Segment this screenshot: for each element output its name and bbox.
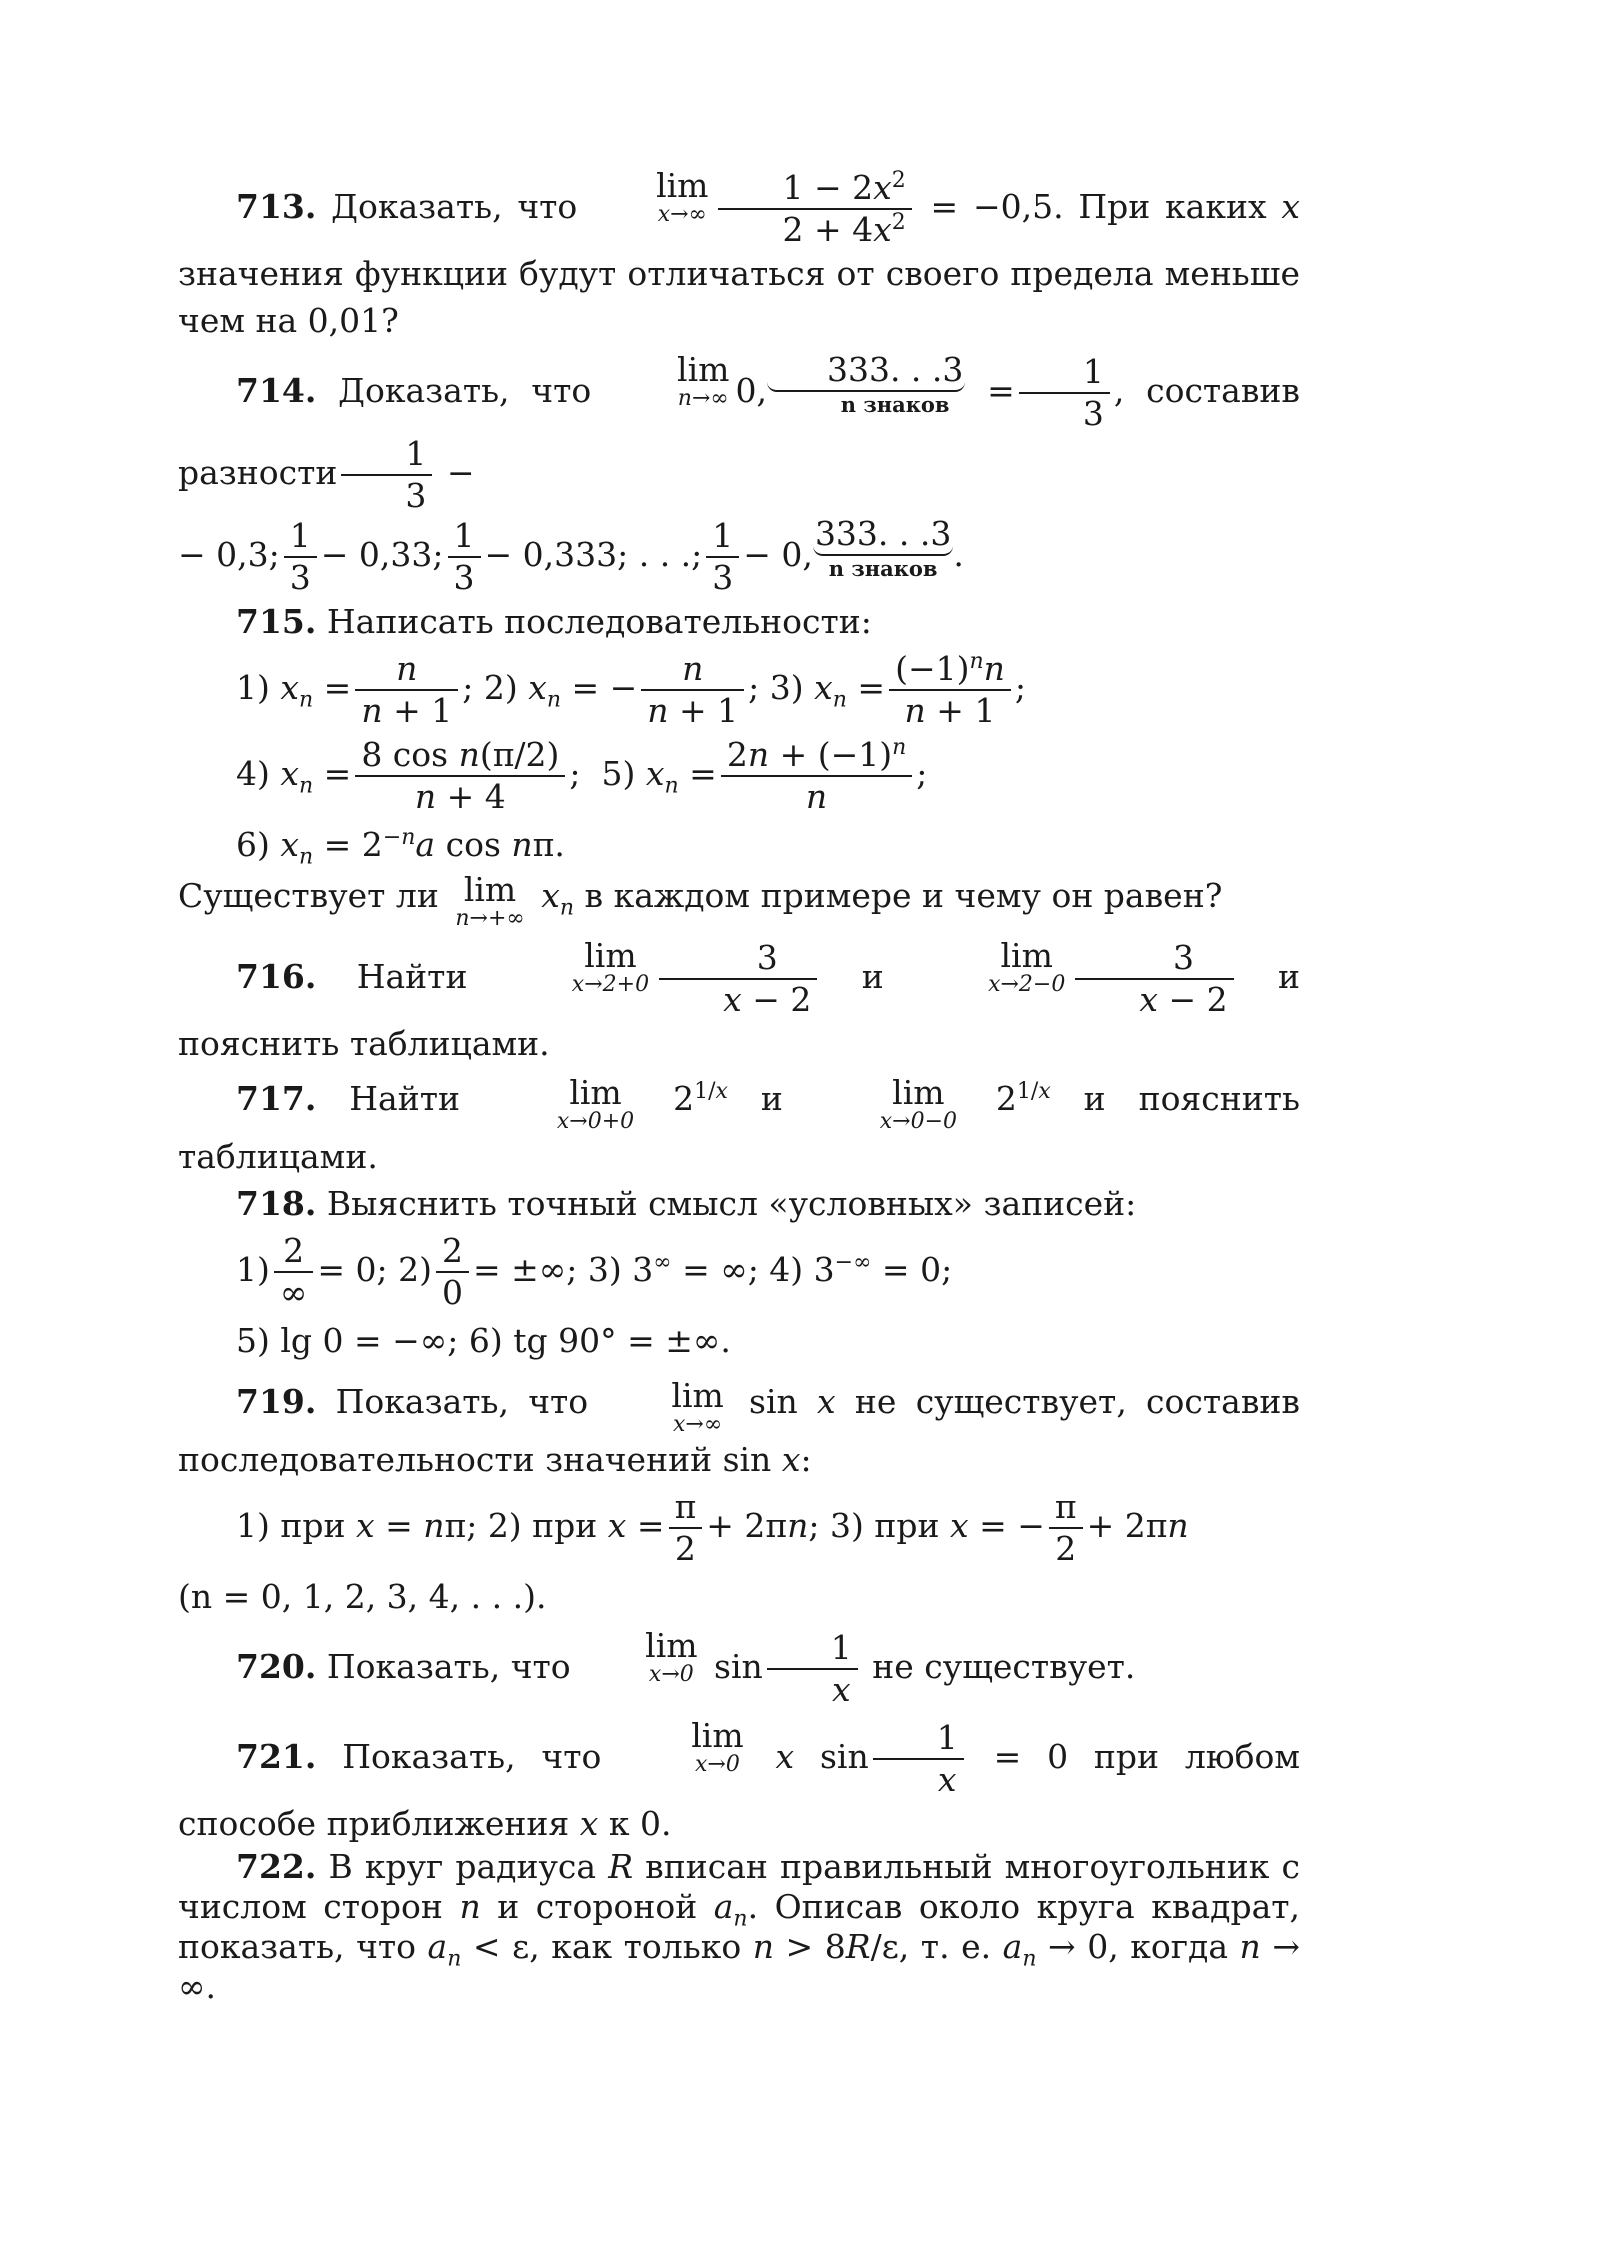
limit: lim n→+∞ <box>455 870 525 931</box>
problem-number: 713. <box>236 187 317 226</box>
limit: lim x→∞ <box>671 1376 724 1437</box>
sequence-cases: 1) при x = nπ; 2) при x = $\frac{\pi}{2}$ + 2πn; 3) при x = − $\frac{\pi}{2}$ + 2πn <box>236 1487 1189 1568</box>
limit: lim x→0 <box>691 1716 744 1777</box>
limit: lim x→∞ <box>656 166 709 227</box>
problem-721: 721. Показать, что lim x→0 x sin $\frac{1}{x}$ = 0 при любом способе приближения x к 0. <box>178 1716 1300 1843</box>
fraction: $\frac{1 - 2x^2}{2 + 4x^2}$ <box>718 168 911 250</box>
notation-line-1: 1) $\frac{2}{\infty}$ = 0; 2) $\frac{2}{0}$ = ±∞; 3) 3∞ = ∞; 4) 3−∞ = 0; <box>236 1231 953 1312</box>
fraction: $\frac{1}{3}$ <box>1019 352 1110 434</box>
problem-text: Написать последовательности: <box>326 602 872 641</box>
problem-716: 716. Найти lim x→2+0 $\frac{3}{x - 2}$ и lim x→2−0 $\frac{3}{x - 2}$ и пояснить таблицами. <box>178 936 1300 1063</box>
fraction: $\frac{1}{3}$ <box>341 434 432 516</box>
problem-number: 722. <box>236 1847 317 1886</box>
limit: lim n→∞ <box>677 350 730 411</box>
problem-715 <box>178 598 1300 645</box>
notation-line-2: 5) lg 0 = −∞; 6) tg 90° = ±∞. <box>236 1321 731 1360</box>
problem-number: 718. <box>236 1184 317 1223</box>
problem-number: 714. <box>236 371 317 410</box>
sequence-line-2: 4) $x_n$ = $\frac{\text{8 cos n(π/2)}}{n + 4}$ ; 5) $x_n$ = $\frac{2n + (-1)^n}{n}$ ; <box>236 735 928 816</box>
limit: lim x→0−0 <box>879 1073 958 1134</box>
problem-number: 720. <box>236 1647 317 1686</box>
problem-713 <box>178 168 1300 344</box>
problem-714: 714. Доказать, что lim n→∞ 0, 333. . .3 n знаков = $\frac{1}{3}$ , составив разности $\frac{1}{3}$ − <box>178 350 1301 515</box>
problem-number: 716. <box>236 957 317 996</box>
problem-text: значения функции будут отличаться от своего предела меньше чем на 0,01? <box>178 254 1300 340</box>
problem-715-question: Существует ли lim n→+∞ $x_n$ в каждом примере и чему он равен? <box>178 870 1223 931</box>
limit: lim x→2+0 <box>571 936 650 997</box>
problem-text: Доказать, что <box>338 371 592 410</box>
problem-720: 720. Показать, что lim x→0 sin $\frac{1}{x}$ не существует. <box>236 1626 1136 1709</box>
underbrace: 333. . .3 n знаков <box>814 514 952 581</box>
problem-719-range: (n = 0, 1, 2, 3, 4, . . .). <box>178 1577 547 1616</box>
sequence-line-1: 1) $x_n$ = $\frac{n}{n + 1}$ ; 2) $x_n$ = − $\frac{n}{n + 1}$ ; 3) $x_n$ = $\frac{(-1)^nn}{n + 1}$ ; <box>236 649 1027 730</box>
fraction: $\frac{1}{3}$ <box>706 516 739 598</box>
underbrace: 333. . .3 n знаков <box>767 352 965 418</box>
limit: lim x→2−0 <box>988 936 1066 997</box>
problem-717: 717. Найти lim x→0+0 $2^{1/x}$ и lim x→0−0 $2^{1/x}$ и пояснить таблицами. <box>178 1073 1300 1176</box>
problem-text: = −0,5. При каких <box>930 187 1267 226</box>
problem-714-cont: − 0,3; $\frac{1}{3}$ − 0,33; $\frac{1}{3}$ − 0,333; . . .; $\frac{1}{3}$ − 0, 333. . .3 n знаков . <box>178 514 964 597</box>
problem-number: 715. <box>236 602 317 641</box>
problem-719: 719. Показать, что lim x→∞ sin x не существует, составив последовательности значений sin x: <box>178 1376 1300 1479</box>
problem-text: , составив разности <box>178 371 1301 492</box>
sequence-line-3: 6) $x_n = 2^{-n}a$ cos nπ. <box>236 825 565 870</box>
problem-number: 721. <box>236 1737 317 1776</box>
limit: lim x→0 <box>645 1626 698 1687</box>
fraction: $\frac{1}{3}$ <box>448 516 481 598</box>
problem-718: 718. Выяснить точный смысл «условных» записей: <box>236 1184 1137 1223</box>
problem-number: 719. <box>236 1382 317 1421</box>
variable: x <box>1281 187 1301 226</box>
problem-text: − 0,3; <box>178 535 280 574</box>
problem-text: Доказать, что <box>331 187 578 226</box>
page <box>178 168 1300 2015</box>
fraction: $\frac{1}{3}$ <box>284 516 317 598</box>
problem-722: 722. В круг радиуса R вписан правильный многоугольник с числом сторон n и стороной $a_n$. Описав около круга квадрат, показать, что $a_n < \varepsilon$, как только n > 8R/ε, т. е. $a_n \to 0$, когда n → ∞. <box>178 1847 1301 2006</box>
problem-number: 717. <box>236 1079 317 1118</box>
limit: lim x→0+0 <box>556 1073 635 1134</box>
